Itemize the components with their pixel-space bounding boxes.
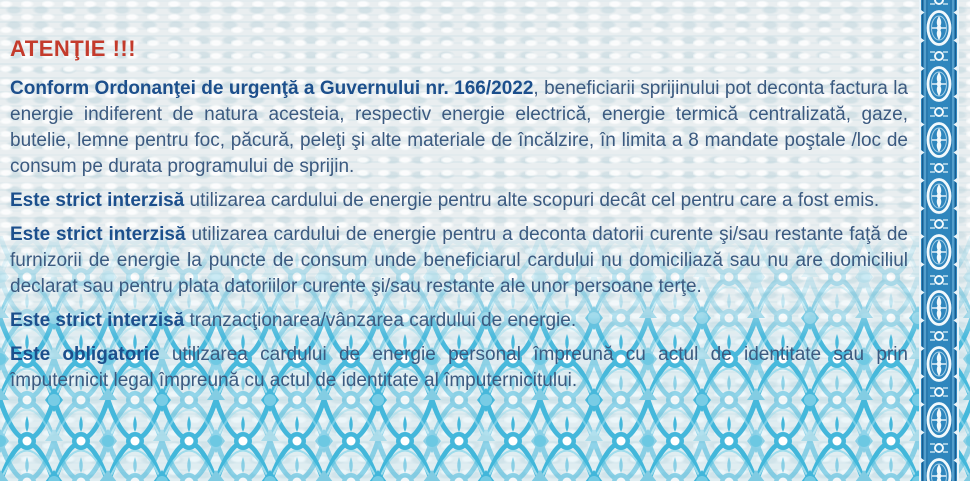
paragraph-mandatory-identity-text: utilizarea cardului de energie personal împreună cu actul de identitate sau prin împuternicit legal împreună cu actul de identitate al împuternicitului.: [10, 344, 908, 391]
paragraph-forbidden-selling: [10, 308, 908, 334]
paragraph-forbidden-selling-text: tranzacţionarea/vânzarea cardului de energie.: [184, 310, 577, 331]
paragraph-ordinance: [10, 76, 908, 180]
paragraph-forbidden-debts: [10, 222, 908, 300]
ornamental-border-strip: [919, 0, 959, 481]
paragraph-forbidden-other-purposes-text: utilizarea cardului de energie pentru alte scopuri decât cel pentru care a fost emis.: [184, 190, 880, 211]
paragraph-ordinance-bold: Conform Ordonanţei de urgenţă a Guvernului nr. 166/2022: [10, 78, 534, 99]
paragraph-ordinance-text: , beneficiarii sprijinului pot deconta factura la energie indiferent de natura acesteia, respectiv energie electrică, energie termică centralizată, gaze, butelie, lemne pentru foc, păcură, peleţi şi alte materiale de încălzire, în limita a 8 mandate poştale /loc de consum pe durata programului de sprijin.: [10, 78, 908, 177]
attention-heading: ATENŢIE !!!: [10, 36, 137, 61]
paragraph-mandatory-identity: [10, 342, 908, 394]
paragraph-forbidden-debts-text: utilizarea cardului de energie pentru a deconta datorii curente şi/sau restante faţă de furnizorii de energie la puncte de consum unde beneficiarul cardului nu domiciliază sau nu are domiciliul declarat sau pentru plata datoriilor curente şi/sau restante ale unor persoane terţe.: [10, 224, 908, 297]
paragraph-forbidden-other-purposes-bold: Este strict interzisă: [10, 190, 185, 211]
paragraph-forbidden-debts-bold: Este strict interzisă: [10, 224, 186, 245]
notice-text-block: [10, 36, 908, 402]
paragraph-forbidden-other-purposes: [10, 188, 908, 214]
paragraph-mandatory-identity-bold: Este obligatorie: [10, 344, 160, 365]
paragraph-forbidden-selling-bold: Este strict interzisă: [10, 310, 185, 331]
